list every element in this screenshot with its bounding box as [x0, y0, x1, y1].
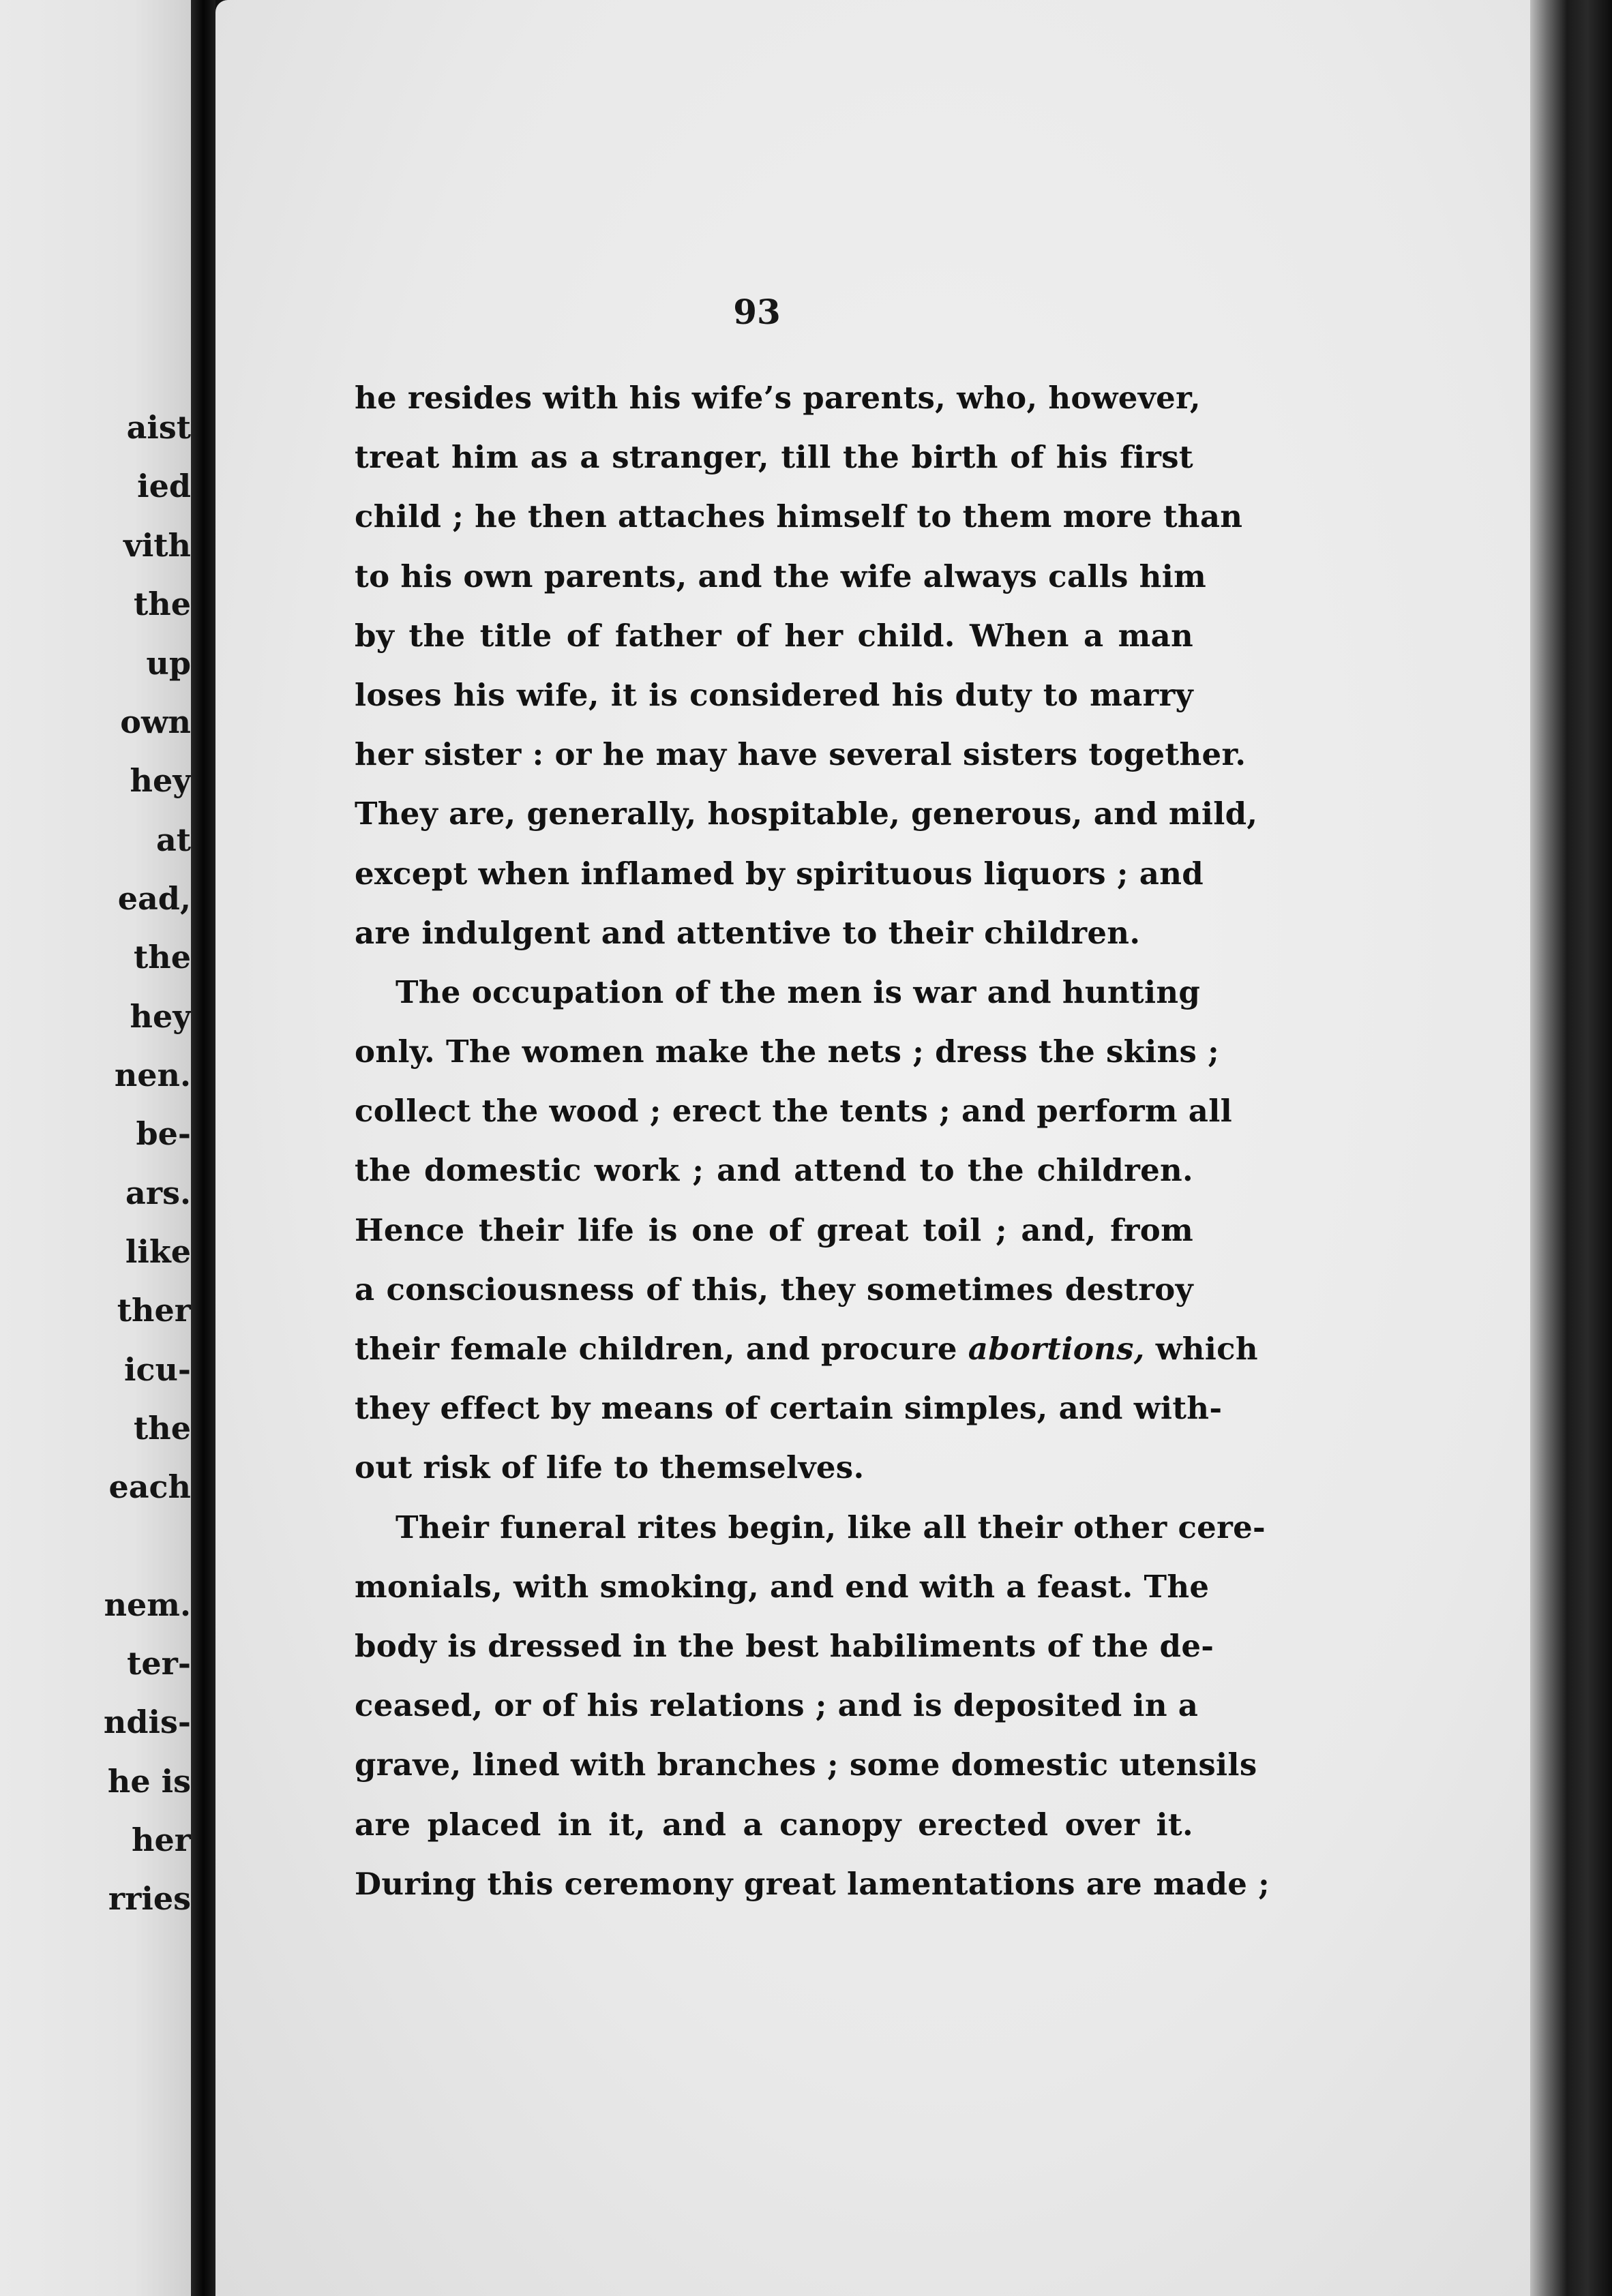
text-line: They are, generally, hospitable, generous, and mild,: [355, 796, 1258, 832]
page-body-text: [355, 368, 1270, 1914]
text-line: ceased, or of his relations ; and is deposited in a: [355, 1687, 1199, 1724]
text-line: except when inflamed by spirituous liquors ; and: [355, 855, 1204, 892]
left-fragment: the: [134, 586, 191, 622]
text-line: a consciousness of this, they sometimes destroy: [355, 1271, 1193, 1308]
text-line-with-italic: [355, 1319, 1258, 1378]
left-fragment: nem.: [104, 1586, 191, 1623]
left-fragment: the: [134, 1410, 191, 1447]
text-line: Hence their life is one of great toil ; and, from: [355, 1211, 1193, 1248]
left-fragment: ied: [137, 468, 191, 504]
text-line: her sister : or he may have several sisters together.: [355, 736, 1247, 773]
text-segment: which: [1155, 1331, 1258, 1367]
left-fragment: her: [132, 1822, 191, 1858]
text-line: child ; he then attaches himself to them more than: [355, 498, 1243, 535]
paragraph-start-line: The occupation of the men is war and hunting: [395, 973, 1201, 1010]
text-line: grave, lined with branches ; some domestic utensils: [355, 1747, 1257, 1783]
left-fragment: aist: [126, 409, 191, 446]
page-number: 93: [733, 292, 781, 332]
text-line: to his own parents, and the wife always calls him: [355, 558, 1207, 594]
paragraph-start-line: Their funeral rites begin, like all their other cere-: [395, 1509, 1266, 1545]
left-fragment: ndis-: [103, 1704, 191, 1740]
text-line: only. The women make the nets ; dress the skins ;: [355, 1033, 1220, 1070]
left-fragment: like: [125, 1233, 191, 1270]
left-fragment: icu-: [123, 1351, 191, 1388]
left-fragment: each: [108, 1468, 191, 1505]
left-fragment: be-: [136, 1115, 191, 1152]
left-fragment: rries: [108, 1880, 191, 1917]
text-line: collect the wood ; erect the tents ; and perform all: [355, 1093, 1233, 1130]
text-line: treat him as a stranger, till the birth of his first: [355, 439, 1193, 476]
text-line: During this ceremony great lamentations are made ;: [355, 1865, 1270, 1902]
text-line: body is dressed in the best habiliments of the de-: [355, 1627, 1214, 1664]
book-gutter: [191, 0, 215, 2296]
previous-page-edge: [0, 0, 191, 2296]
left-fragment: ead,: [117, 880, 191, 917]
left-fragment: ter-: [127, 1645, 191, 1682]
left-fragment: ars.: [125, 1175, 191, 1211]
left-fragment: ther: [117, 1292, 191, 1329]
left-fragment: own: [120, 704, 191, 740]
text-line: are placed in it, and a canopy erected over it.: [355, 1806, 1193, 1843]
left-fragment: at: [155, 821, 191, 858]
left-fragment: up: [146, 645, 191, 682]
left-fragment: the: [134, 939, 191, 976]
text-segment: their female children, and procure: [355, 1331, 957, 1367]
paragraph-end-line: are indulgent and attentive to their children.: [355, 914, 1141, 951]
left-fragment: vith: [123, 527, 191, 564]
paragraph-end-line: out risk of life to themselves.: [355, 1449, 865, 1486]
text-line: monials, with smoking, and end with a feast. The: [355, 1568, 1210, 1605]
left-fragment: hey: [130, 762, 191, 799]
text-line: loses his wife, it is considered his duty to marry: [355, 676, 1193, 713]
book-edge-shadow: [1530, 0, 1612, 2296]
text-line: he resides with his wife’s parents, who, however,: [355, 380, 1201, 416]
italic-word: abortions,: [968, 1331, 1145, 1367]
text-line: they effect by means of certain simples, and with-: [355, 1390, 1223, 1427]
text-line: the domestic work ; and attend to the children.: [355, 1152, 1193, 1189]
left-fragment: hey: [130, 998, 191, 1035]
text-line: by the title of father of her child. When a man: [355, 617, 1193, 654]
left-fragment: nen.: [114, 1057, 191, 1093]
left-fragment: he is: [107, 1763, 191, 1800]
